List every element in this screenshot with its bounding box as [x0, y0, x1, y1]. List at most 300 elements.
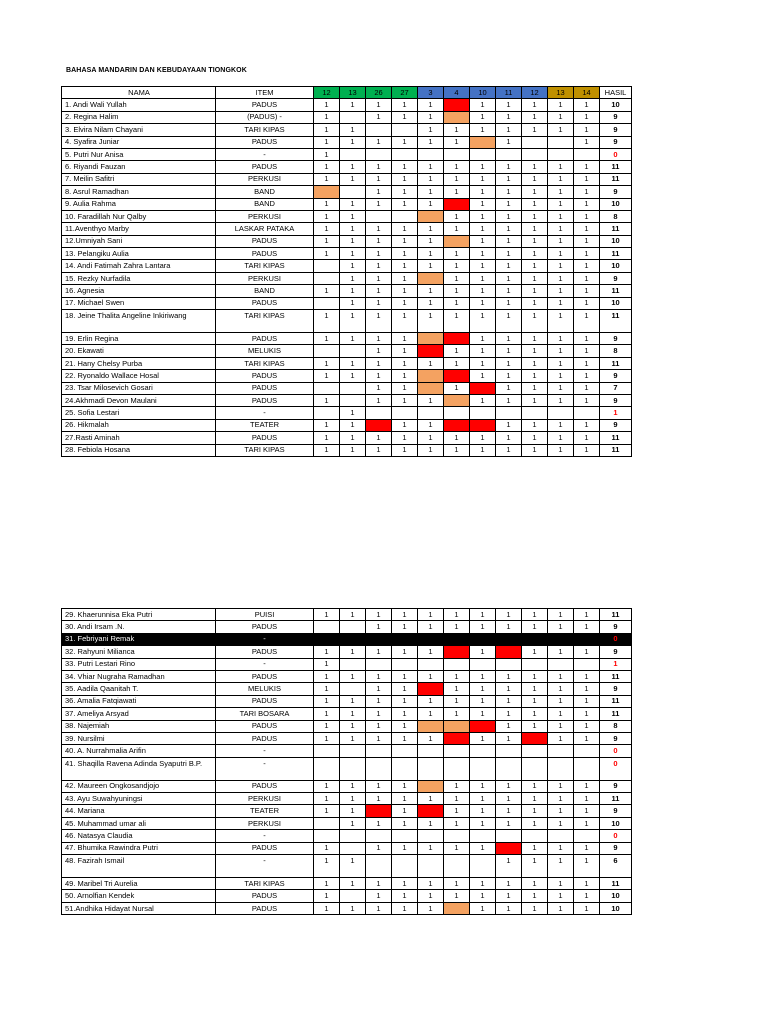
attendance-cell	[548, 633, 574, 645]
attendance-cell: 1	[470, 902, 496, 914]
attendance-cell: 1	[496, 394, 522, 406]
attendance-cell	[444, 658, 470, 670]
attendance-cell: 1	[496, 382, 522, 394]
table-row	[62, 148, 632, 160]
attendance-cell: 1	[574, 720, 600, 732]
attendance-cell: 1	[418, 878, 444, 890]
attendance-cell: 1	[496, 621, 522, 633]
attendance-cell: 1	[548, 732, 574, 744]
attendance-cell	[314, 830, 340, 842]
attendance-cell	[392, 407, 418, 419]
table-row	[62, 805, 632, 817]
attendance-cell	[496, 148, 522, 160]
table-row	[62, 382, 632, 394]
attendance-cell: 1	[470, 161, 496, 173]
attendance-cell: 1	[392, 161, 418, 173]
attendance-cell	[496, 407, 522, 419]
student-item: BAND	[216, 285, 314, 297]
attendance-cell	[418, 272, 444, 284]
attendance-cell: 1	[470, 878, 496, 890]
attendance-cell: 1	[366, 780, 392, 792]
attendance-cell	[418, 683, 444, 695]
attendance-cell: 1	[340, 878, 366, 890]
attendance-cell: 1	[418, 817, 444, 829]
hasil-cell: 9	[600, 272, 632, 284]
hasil-cell: 0	[600, 830, 632, 842]
attendance-cell: 1	[418, 198, 444, 210]
attendance-cell: 1	[496, 670, 522, 682]
student-item: PADUS	[216, 670, 314, 682]
attendance-cell: 1	[496, 805, 522, 817]
attendance-cell	[496, 633, 522, 645]
attendance-cell: 1	[392, 357, 418, 369]
attendance-cell	[470, 382, 496, 394]
attendance-cell: 1	[522, 902, 548, 914]
attendance-cell: 1	[496, 720, 522, 732]
hasil-cell: 9	[600, 394, 632, 406]
attendance-cell: 1	[548, 111, 574, 123]
attendance-cell: 1	[444, 878, 470, 890]
attendance-cell: 1	[340, 248, 366, 260]
attendance-cell: 1	[444, 345, 470, 357]
header-day: 26	[366, 87, 392, 99]
table-row	[62, 111, 632, 123]
attendance-cell	[496, 757, 522, 780]
attendance-cell: 1	[548, 382, 574, 394]
attendance-cell: 1	[418, 609, 444, 621]
student-name: 37. Ameliya Arsyad	[62, 708, 216, 720]
attendance-cell: 1	[574, 646, 600, 658]
attendance-cell: 1	[522, 683, 548, 695]
attendance-cell: 1	[366, 333, 392, 345]
attendance-cell: 1	[340, 370, 366, 382]
attendance-cell: 1	[496, 609, 522, 621]
attendance-cell: 1	[470, 345, 496, 357]
attendance-cell: 1	[418, 419, 444, 431]
header-row	[62, 87, 632, 99]
attendance-cell: 1	[522, 260, 548, 272]
attendance-cell: 1	[444, 310, 470, 333]
hasil-cell: 11	[600, 223, 632, 235]
attendance-cell: 1	[392, 732, 418, 744]
hasil-cell: 9	[600, 732, 632, 744]
attendance-cell	[470, 720, 496, 732]
hasil-cell: 0	[600, 757, 632, 780]
student-name: 30. Andi Irsam .N.	[62, 621, 216, 633]
attendance-cell	[314, 633, 340, 645]
attendance-cell: 1	[340, 780, 366, 792]
attendance-cell: 1	[314, 161, 340, 173]
student-name: 34. Vhiar Nugraha Ramadhan	[62, 670, 216, 682]
table-row	[62, 297, 632, 309]
student-name: 3. Elvira Nilam Chayani	[62, 124, 216, 136]
student-item: TARI KIPAS	[216, 260, 314, 272]
attendance-cell	[340, 757, 366, 780]
table-row	[62, 210, 632, 222]
attendance-cell	[366, 124, 392, 136]
attendance-cell: 1	[366, 444, 392, 456]
attendance-cell: 1	[496, 186, 522, 198]
attendance-cell: 1	[418, 297, 444, 309]
attendance-cell: 1	[392, 890, 418, 902]
attendance-cell: 1	[444, 432, 470, 444]
table-row	[62, 370, 632, 382]
student-name: 26. Hikmalah	[62, 419, 216, 431]
attendance-cell: 1	[548, 333, 574, 345]
attendance-cell: 1	[392, 186, 418, 198]
attendance-cell: 1	[574, 248, 600, 260]
attendance-cell: 1	[366, 878, 392, 890]
attendance-cell	[314, 297, 340, 309]
attendance-cell: 1	[444, 890, 470, 902]
table-row	[62, 902, 632, 914]
attendance-cell: 1	[574, 670, 600, 682]
attendance-cell	[392, 633, 418, 645]
attendance-cell: 1	[418, 124, 444, 136]
attendance-cell: 1	[314, 609, 340, 621]
attendance-cell	[392, 855, 418, 878]
hasil-cell: 11	[600, 173, 632, 185]
attendance-cell: 1	[522, 223, 548, 235]
attendance-cell: 1	[470, 124, 496, 136]
attendance-cell: 1	[574, 419, 600, 431]
table-row	[62, 658, 632, 670]
hasil-cell: 9	[600, 136, 632, 148]
attendance-cell: 1	[314, 198, 340, 210]
attendance-cell: 1	[366, 793, 392, 805]
attendance-cell: 1	[392, 345, 418, 357]
attendance-cell: 1	[522, 621, 548, 633]
student-item: TARI KIPAS	[216, 878, 314, 890]
student-name: 16. Agnesia	[62, 285, 216, 297]
attendance-cell	[444, 370, 470, 382]
attendance-cell: 1	[340, 235, 366, 247]
student-name: 25. Sofia Lestari	[62, 407, 216, 419]
table-row	[62, 333, 632, 345]
attendance-cell: 1	[418, 99, 444, 111]
attendance-cell: 1	[574, 223, 600, 235]
hasil-cell: 10	[600, 817, 632, 829]
attendance-cell: 1	[314, 444, 340, 456]
attendance-cell	[444, 830, 470, 842]
table-row	[62, 633, 632, 645]
attendance-cell: 1	[366, 683, 392, 695]
attendance-cell: 1	[340, 855, 366, 878]
attendance-cell	[366, 419, 392, 431]
attendance-cell	[470, 407, 496, 419]
attendance-cell	[548, 757, 574, 780]
table-row	[62, 310, 632, 333]
attendance-cell: 1	[366, 708, 392, 720]
attendance-cell	[444, 745, 470, 757]
attendance-cell	[548, 136, 574, 148]
attendance-cell: 1	[366, 370, 392, 382]
attendance-cell	[366, 855, 392, 878]
hasil-cell: 9	[600, 842, 632, 854]
attendance-cell: 1	[470, 235, 496, 247]
attendance-cell: 1	[418, 732, 444, 744]
attendance-table-1	[61, 86, 632, 457]
hasil-cell: 8	[600, 720, 632, 732]
attendance-cell: 1	[522, 720, 548, 732]
attendance-cell	[392, 210, 418, 222]
attendance-cell	[522, 148, 548, 160]
attendance-cell: 1	[470, 842, 496, 854]
attendance-cell: 1	[392, 793, 418, 805]
table-row	[62, 161, 632, 173]
attendance-cell	[522, 633, 548, 645]
hasil-cell: 11	[600, 310, 632, 333]
attendance-cell: 1	[496, 310, 522, 333]
attendance-cell	[392, 757, 418, 780]
attendance-cell: 1	[314, 333, 340, 345]
hasil-cell: 10	[600, 297, 632, 309]
attendance-cell: 1	[548, 780, 574, 792]
attendance-cell: 1	[340, 793, 366, 805]
student-item: PADUS	[216, 780, 314, 792]
attendance-cell	[548, 830, 574, 842]
attendance-cell	[340, 633, 366, 645]
attendance-cell: 1	[470, 817, 496, 829]
attendance-cell: 1	[522, 432, 548, 444]
table-row	[62, 99, 632, 111]
attendance-cell: 1	[314, 124, 340, 136]
attendance-cell: 1	[392, 432, 418, 444]
attendance-cell: 1	[470, 186, 496, 198]
attendance-cell	[444, 757, 470, 780]
attendance-cell: 1	[366, 161, 392, 173]
attendance-cell: 1	[366, 248, 392, 260]
table-row	[62, 890, 632, 902]
attendance-cell: 1	[314, 419, 340, 431]
student-name: 18. Jeine Thalita Angeline Inkiriwang	[62, 310, 216, 333]
table-row	[62, 223, 632, 235]
student-name: 43. Ayu Suwahyuningsi	[62, 793, 216, 805]
attendance-cell: 1	[470, 111, 496, 123]
attendance-cell: 1	[548, 173, 574, 185]
attendance-cell	[418, 855, 444, 878]
attendance-cell: 1	[392, 902, 418, 914]
attendance-cell: 1	[470, 683, 496, 695]
attendance-table-2	[61, 608, 632, 915]
student-name: 12.Umniyah Sani	[62, 235, 216, 247]
attendance-cell: 1	[340, 173, 366, 185]
attendance-cell	[522, 757, 548, 780]
attendance-cell	[340, 148, 366, 160]
attendance-cell	[418, 780, 444, 792]
attendance-cell: 1	[340, 124, 366, 136]
attendance-cell: 1	[340, 609, 366, 621]
attendance-cell: 1	[392, 260, 418, 272]
attendance-cell: 1	[340, 297, 366, 309]
student-item: PADUS	[216, 646, 314, 658]
attendance-cell	[444, 419, 470, 431]
hasil-cell: 11	[600, 670, 632, 682]
table-row	[62, 732, 632, 744]
attendance-cell: 1	[522, 878, 548, 890]
attendance-cell: 1	[470, 394, 496, 406]
attendance-cell: 1	[574, 621, 600, 633]
attendance-cell: 1	[444, 136, 470, 148]
student-item: TARI KIPAS	[216, 444, 314, 456]
attendance-cell: 1	[548, 186, 574, 198]
attendance-cell: 1	[496, 136, 522, 148]
attendance-cell: 1	[392, 272, 418, 284]
attendance-cell: 1	[444, 708, 470, 720]
header-day: 14	[574, 87, 600, 99]
attendance-cell: 1	[548, 161, 574, 173]
attendance-cell: 1	[496, 708, 522, 720]
attendance-cell	[366, 148, 392, 160]
attendance-cell: 1	[314, 878, 340, 890]
attendance-cell: 1	[496, 272, 522, 284]
attendance-cell: 1	[340, 223, 366, 235]
attendance-cell: 1	[496, 817, 522, 829]
table-row	[62, 272, 632, 284]
attendance-cell: 1	[574, 186, 600, 198]
attendance-cell: 1	[496, 878, 522, 890]
student-item: PADUS	[216, 248, 314, 260]
attendance-cell: 1	[470, 333, 496, 345]
attendance-cell	[418, 148, 444, 160]
attendance-cell: 1	[392, 248, 418, 260]
attendance-cell: 1	[496, 111, 522, 123]
attendance-cell: 1	[470, 370, 496, 382]
student-name: 20. Ekawati	[62, 345, 216, 357]
attendance-cell	[548, 658, 574, 670]
table-row	[62, 173, 632, 185]
attendance-cell: 1	[548, 609, 574, 621]
student-name: 10. Faradillah Nur Qalby	[62, 210, 216, 222]
attendance-cell: 1	[470, 432, 496, 444]
attendance-cell: 1	[340, 99, 366, 111]
attendance-cell: 1	[522, 842, 548, 854]
attendance-cell: 1	[392, 370, 418, 382]
attendance-cell: 1	[392, 419, 418, 431]
attendance-cell	[314, 345, 340, 357]
attendance-cell: 1	[392, 198, 418, 210]
attendance-cell: 1	[522, 198, 548, 210]
student-name: 17. Michael Swen	[62, 297, 216, 309]
attendance-cell: 1	[444, 297, 470, 309]
attendance-cell: 1	[496, 223, 522, 235]
attendance-cell: 1	[444, 444, 470, 456]
attendance-cell: 1	[522, 670, 548, 682]
attendance-cell: 1	[418, 890, 444, 902]
attendance-cell	[418, 407, 444, 419]
student-item: PADUS	[216, 432, 314, 444]
attendance-cell: 1	[314, 357, 340, 369]
hasil-cell: 11	[600, 161, 632, 173]
attendance-cell	[366, 407, 392, 419]
attendance-cell: 1	[366, 720, 392, 732]
attendance-cell: 1	[392, 842, 418, 854]
student-item: PADUS	[216, 161, 314, 173]
hasil-cell: 10	[600, 198, 632, 210]
attendance-cell: 1	[470, 210, 496, 222]
attendance-cell	[496, 745, 522, 757]
attendance-cell	[340, 890, 366, 902]
student-name: 1. Andi Wali Yullah	[62, 99, 216, 111]
attendance-cell	[340, 345, 366, 357]
attendance-cell: 1	[340, 333, 366, 345]
attendance-cell	[314, 186, 340, 198]
attendance-cell: 1	[314, 855, 340, 878]
attendance-cell	[418, 830, 444, 842]
attendance-cell: 1	[496, 732, 522, 744]
hasil-cell: 1	[600, 407, 632, 419]
attendance-cell: 1	[392, 297, 418, 309]
attendance-cell: 1	[340, 670, 366, 682]
attendance-cell: 1	[366, 272, 392, 284]
student-item: PERKUSI	[216, 817, 314, 829]
attendance-cell: 1	[522, 333, 548, 345]
attendance-cell: 1	[548, 99, 574, 111]
attendance-cell: 1	[392, 646, 418, 658]
attendance-cell: 1	[470, 646, 496, 658]
attendance-cell: 1	[392, 310, 418, 333]
attendance-cell: 1	[444, 621, 470, 633]
attendance-cell	[392, 124, 418, 136]
attendance-cell: 1	[522, 111, 548, 123]
attendance-cell	[418, 345, 444, 357]
student-name: 29. Khaerunnisa Eka Putri	[62, 609, 216, 621]
student-item: -	[216, 148, 314, 160]
attendance-cell: 1	[574, 111, 600, 123]
attendance-cell: 1	[574, 855, 600, 878]
attendance-cell: 1	[366, 235, 392, 247]
student-name: 51.Andhika Hidayat Nursal	[62, 902, 216, 914]
attendance-cell: 1	[366, 695, 392, 707]
student-name: 47. Bhumika Rawindra Putri	[62, 842, 216, 854]
attendance-cell: 1	[340, 720, 366, 732]
attendance-cell	[496, 830, 522, 842]
attendance-cell: 1	[548, 297, 574, 309]
attendance-cell	[366, 210, 392, 222]
attendance-cell	[418, 370, 444, 382]
attendance-cell	[392, 148, 418, 160]
hasil-cell: 8	[600, 345, 632, 357]
attendance-cell: 1	[574, 732, 600, 744]
attendance-cell: 1	[574, 345, 600, 357]
attendance-cell: 1	[496, 248, 522, 260]
attendance-cell: 1	[392, 683, 418, 695]
attendance-cell: 1	[314, 248, 340, 260]
attendance-cell	[418, 382, 444, 394]
student-name: 41. Shaqilla Ravena Adinda Syaputri B.P.	[62, 757, 216, 780]
attendance-cell: 1	[340, 805, 366, 817]
attendance-cell	[574, 407, 600, 419]
attendance-cell	[574, 830, 600, 842]
table-row	[62, 124, 632, 136]
student-name: 45. Muhammad umar ali	[62, 817, 216, 829]
attendance-cell: 1	[366, 432, 392, 444]
attendance-cell: 1	[548, 720, 574, 732]
hasil-cell: 10	[600, 99, 632, 111]
table-row	[62, 394, 632, 406]
attendance-cell	[340, 658, 366, 670]
attendance-cell: 1	[496, 260, 522, 272]
student-name: 36. Amalia Fatqiawati	[62, 695, 216, 707]
attendance-cell	[340, 683, 366, 695]
attendance-cell: 1	[496, 210, 522, 222]
attendance-cell: 1	[366, 345, 392, 357]
attendance-cell: 1	[392, 878, 418, 890]
attendance-cell: 1	[392, 695, 418, 707]
table-row	[62, 186, 632, 198]
attendance-cell: 1	[574, 780, 600, 792]
student-item: PERKUSI	[216, 173, 314, 185]
